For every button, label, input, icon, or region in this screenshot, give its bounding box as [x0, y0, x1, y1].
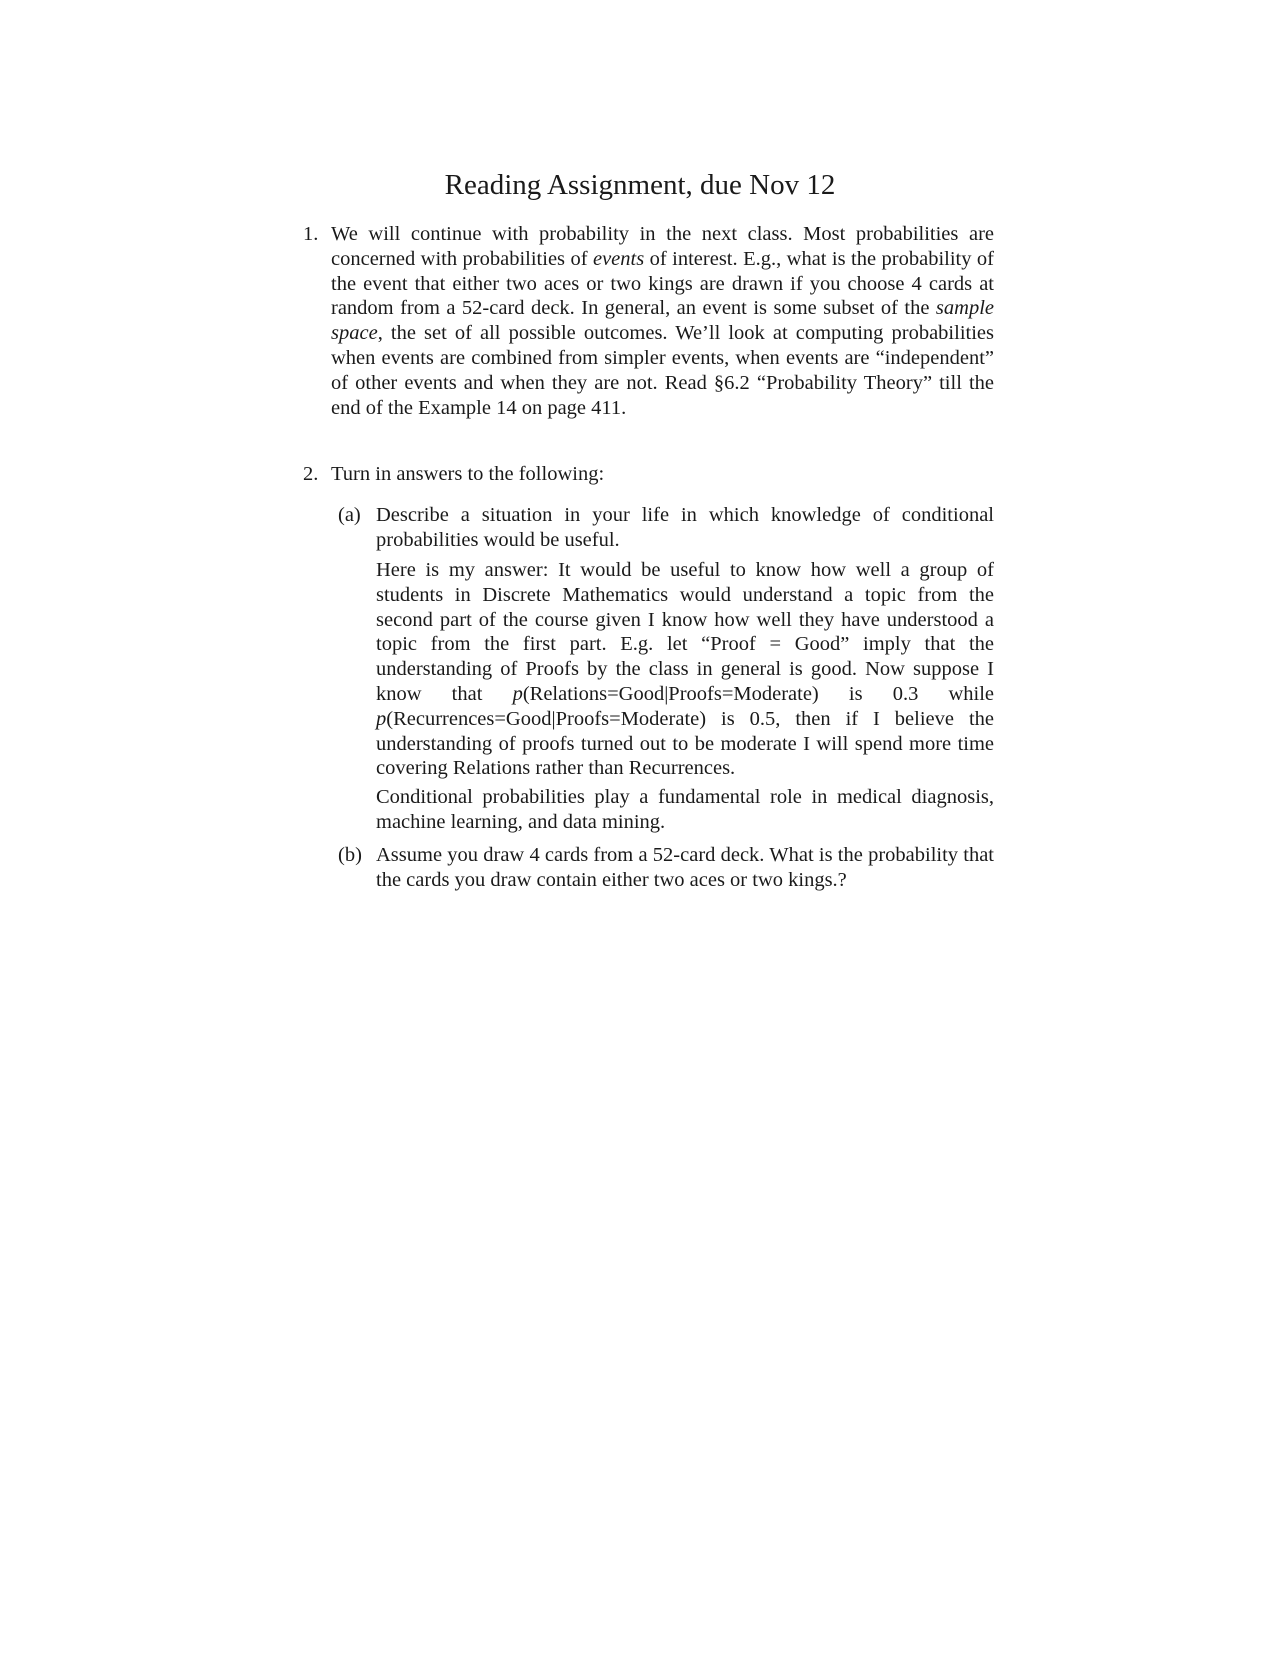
- item-text: , the set of all possible outcomes. We’ll look at computing probabilities when events are combined from simpler events, when events are “independent” of other events and when they are not. Read §6.2 “Probability Theory” till the end of the Example 14 on page 411.: [331, 322, 994, 419]
- subitem-label: (b): [338, 844, 362, 866]
- item-number: 2.: [303, 463, 319, 485]
- list-item-probability-reading: [331, 222, 994, 420]
- answer-text: (Relations=Good|Proofs=Moderate) is 0.3 while: [522, 682, 994, 705]
- list-item-turn-in: Turn in answers to the following:: [331, 463, 605, 485]
- item-text: of interest. E.g., what is the probability of the event that either two aces or two kings are drawn if you choose 4 cards at random from a 52-card deck. In general, an event is some subset of the: [331, 247, 994, 320]
- answer-text: (Recurrences=Good|Proofs=Moderate) is 0.5, then if I believe the understanding of proofs turned out to be moderate I will spend more time covering Relations rather than Recurrences.: [376, 707, 994, 780]
- item-text: We will continue with probability in the next class. Most probabilities are concerned with probabilities of: [331, 223, 994, 270]
- conclusion-paragraph: Conditional probabilities play a fundamental role in medical diagnosis, machine learning, and data mining.: [376, 786, 994, 833]
- item-emphasis: sample space: [331, 297, 994, 345]
- answer-text: Here is my answer: It would be useful to know how well a group of students in Discrete Mathematics would understand a topic from the second part of the course given I know how well they have understood a topic from the first part. E.g. let “Proof = Good” imply that the understanding of Proofs by the class in general is good. Now suppose I know that: [376, 559, 994, 705]
- subitem-question-a: Describe a situation in your life in which knowledge of conditional probabilities would be useful.: [376, 504, 994, 551]
- math-p: p: [512, 682, 523, 705]
- item-emphasis: events: [592, 247, 645, 270]
- subitem-question-b: Assume you draw 4 cards from a 52-card deck. What is the probability that the cards you draw contain either two aces or two kings.?: [376, 844, 994, 891]
- item-number: 1.: [303, 223, 319, 245]
- math-p: p: [376, 707, 387, 730]
- document-title: Reading Assignment, due Nov 12: [444, 169, 836, 201]
- answer-paragraph: [376, 558, 994, 781]
- subitem-label: (a): [338, 504, 361, 526]
